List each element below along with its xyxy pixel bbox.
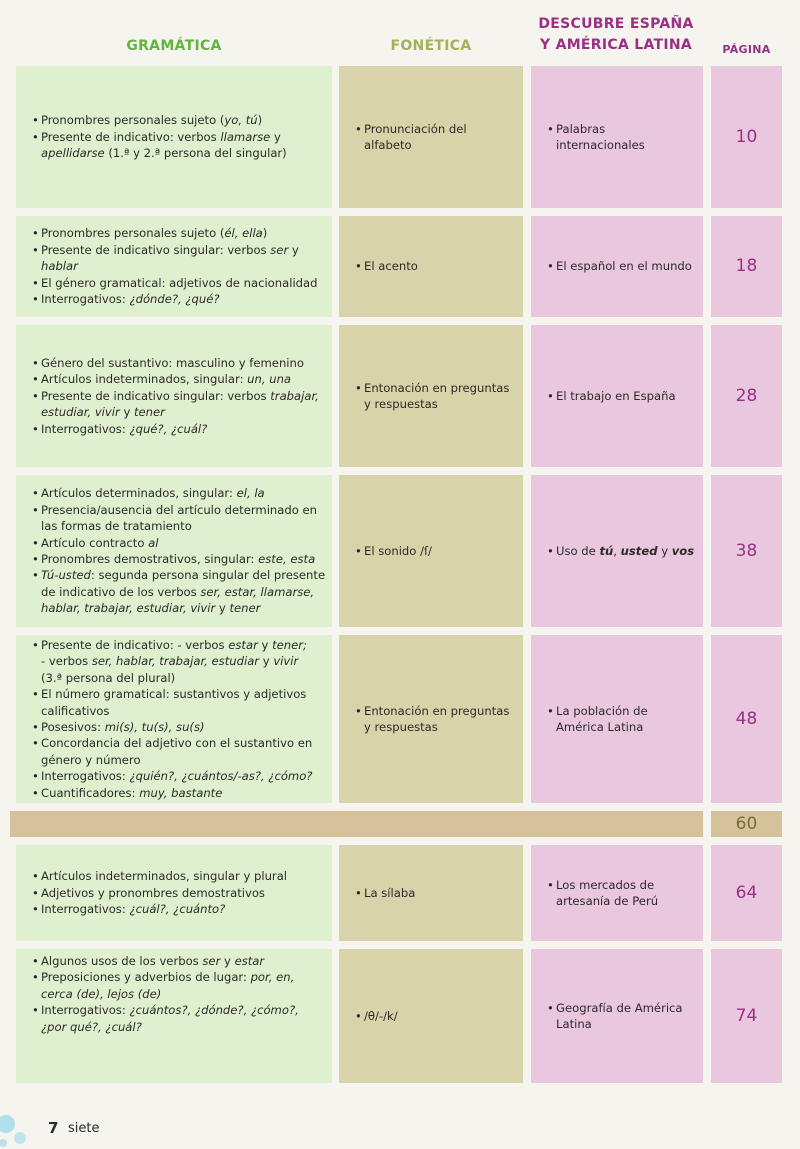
row4-pagina: 38 [711,475,782,627]
row5-gramatica [16,635,332,803]
band-pagina: 60 [711,811,782,837]
list-item: • Cuantificadores: muy, bastante [32,785,326,801]
row1-descubre [531,66,703,208]
row5-fonetica [339,635,523,803]
list-item: • Los mercados de artesanía de Perú [547,877,697,910]
list-item: • Artículos indeterminados, singular y plural [32,868,287,884]
list-item: • Interrogativos: ¿qué?, ¿cuál? [32,421,326,437]
list-item: • Pronombres personales sujeto (él, ella) [32,225,326,241]
row5-descubre [531,635,703,803]
row1-fonetica [339,66,523,208]
list-item: • Adjetivos y pronombres demostrativos [32,885,287,901]
row6-fonetica [339,845,523,941]
list-item: • El español en el mundo [547,258,692,274]
list-item: • Interrogativos: ¿cuántos?, ¿dónde?, ¿cómo?, ¿por qué?, ¿cuál? [32,1002,326,1035]
row3-descubre [531,325,703,467]
row3-fonetica [339,325,523,467]
list-item: • El trabajo en España [547,388,676,404]
list-item: • Artículos determinados, singular: el, la [32,485,326,501]
list-item: • Presente de indicativo singular: verbos ser y hablar [32,242,326,275]
row2-descubre [531,216,703,317]
list-item: • El género gramatical: adjetivos de nacionalidad [32,275,326,291]
row6-descubre [531,845,703,941]
list-item: • Presente de indicativo: verbos llamarse y apellidarse (1.ª y 2.ª persona del singular) [32,129,326,162]
list-item: • /θ/-/k/ [355,1008,398,1024]
row7-gramatica [16,949,332,1083]
header-descubre-line2: Y AMÉRICA LATINA [539,37,693,53]
row6-gramatica [16,845,332,941]
header-gramatica: GRAMÁTICA [126,38,222,54]
list-item: • Presente de indicativo: - verbos estar y tener; - verbos ser, hablar, trabajar, estudiar y vivir (3.ª persona del plural) [32,637,326,686]
list-item: • Interrogativos: ¿cuál?, ¿cuánto? [32,901,287,917]
row4-gramatica [16,475,332,627]
row7-pagina: 74 [711,949,782,1083]
list-item: • Género del sustantivo: masculino y femenino [32,355,326,371]
list-item: • Concordancia del adjetivo con el sustantivo en género y número [32,735,326,768]
header-pagina: PÁGINA [722,43,771,56]
row5-pagina: 48 [711,635,782,803]
row1-pagina: 10 [711,66,782,208]
page-number-word: siete [68,1121,100,1136]
list-item: • Entonación en preguntas y respuestas [355,380,517,413]
bubbles-decoration [0,1108,30,1149]
row4-fonetica [339,475,523,627]
row4-descubre [531,475,703,627]
page-number: 7 [48,1119,59,1137]
list-item: • Tú-usted: segunda persona singular del presente de indicativo de los verbos ser, estar, llamarse, hablar, trabajar, estudiar, vivir y tener [32,567,326,616]
list-item: • El acento [355,258,418,274]
row1-gramatica [16,66,332,208]
list-item: • Posesivos: mi(s), tu(s), su(s) [32,719,326,735]
list-item: • Interrogativos: ¿dónde?, ¿qué? [32,291,326,307]
list-item: • Artículos indeterminados, singular: un, una [32,371,326,387]
list-item: • Entonación en preguntas y respuestas [355,703,517,736]
list-item: • El número gramatical: sustantivos y adjetivos calificativos [32,686,326,719]
row7-descubre [531,949,703,1083]
list-item: • La sílaba [355,885,415,901]
row3-pagina: 28 [711,325,782,467]
row7-fonetica [339,949,523,1083]
list-item: • Artículo contracto al [32,535,326,551]
list-item: • Geografía de América Latina [547,1000,697,1033]
row2-gramatica [16,216,332,317]
list-item: • Pronunciación del alfabeto [355,121,517,154]
list-item: • Uso de tú, usted y vos [547,543,694,559]
row6-pagina: 64 [711,845,782,941]
row2-fonetica [339,216,523,317]
row3-gramatica [16,325,332,467]
list-item: • Palabras internacionales [547,121,697,154]
list-item: • Preposiciones y adverbios de lugar: por, en, cerca (de), lejos (de) [32,969,326,1002]
header-descubre-line1: DESCUBRE ESPAÑA [538,16,694,32]
list-item: • Algunos usos de los verbos ser y estar [32,953,326,969]
header-descubre [531,14,701,56]
list-item: • El sonido /ſ/ [355,543,432,559]
list-item: • Presente de indicativo singular: verbos trabajar, estudiar, vivir y tener [32,388,326,421]
list-item: • La población de América Latina [547,703,697,736]
row2-pagina: 18 [711,216,782,317]
review-band [10,811,703,837]
list-item: • Pronombres personales sujeto (yo, tú) [32,112,326,128]
list-item: • Presencia/ausencia del artículo determinado en las formas de tratamiento [32,502,326,535]
header-fonetica: FONÉTICA [390,38,472,54]
list-item: • Pronombres demostrativos, singular: este, esta [32,551,326,567]
list-item: • Interrogativos: ¿quién?, ¿cuántos/-as?, ¿cómo? [32,768,326,784]
